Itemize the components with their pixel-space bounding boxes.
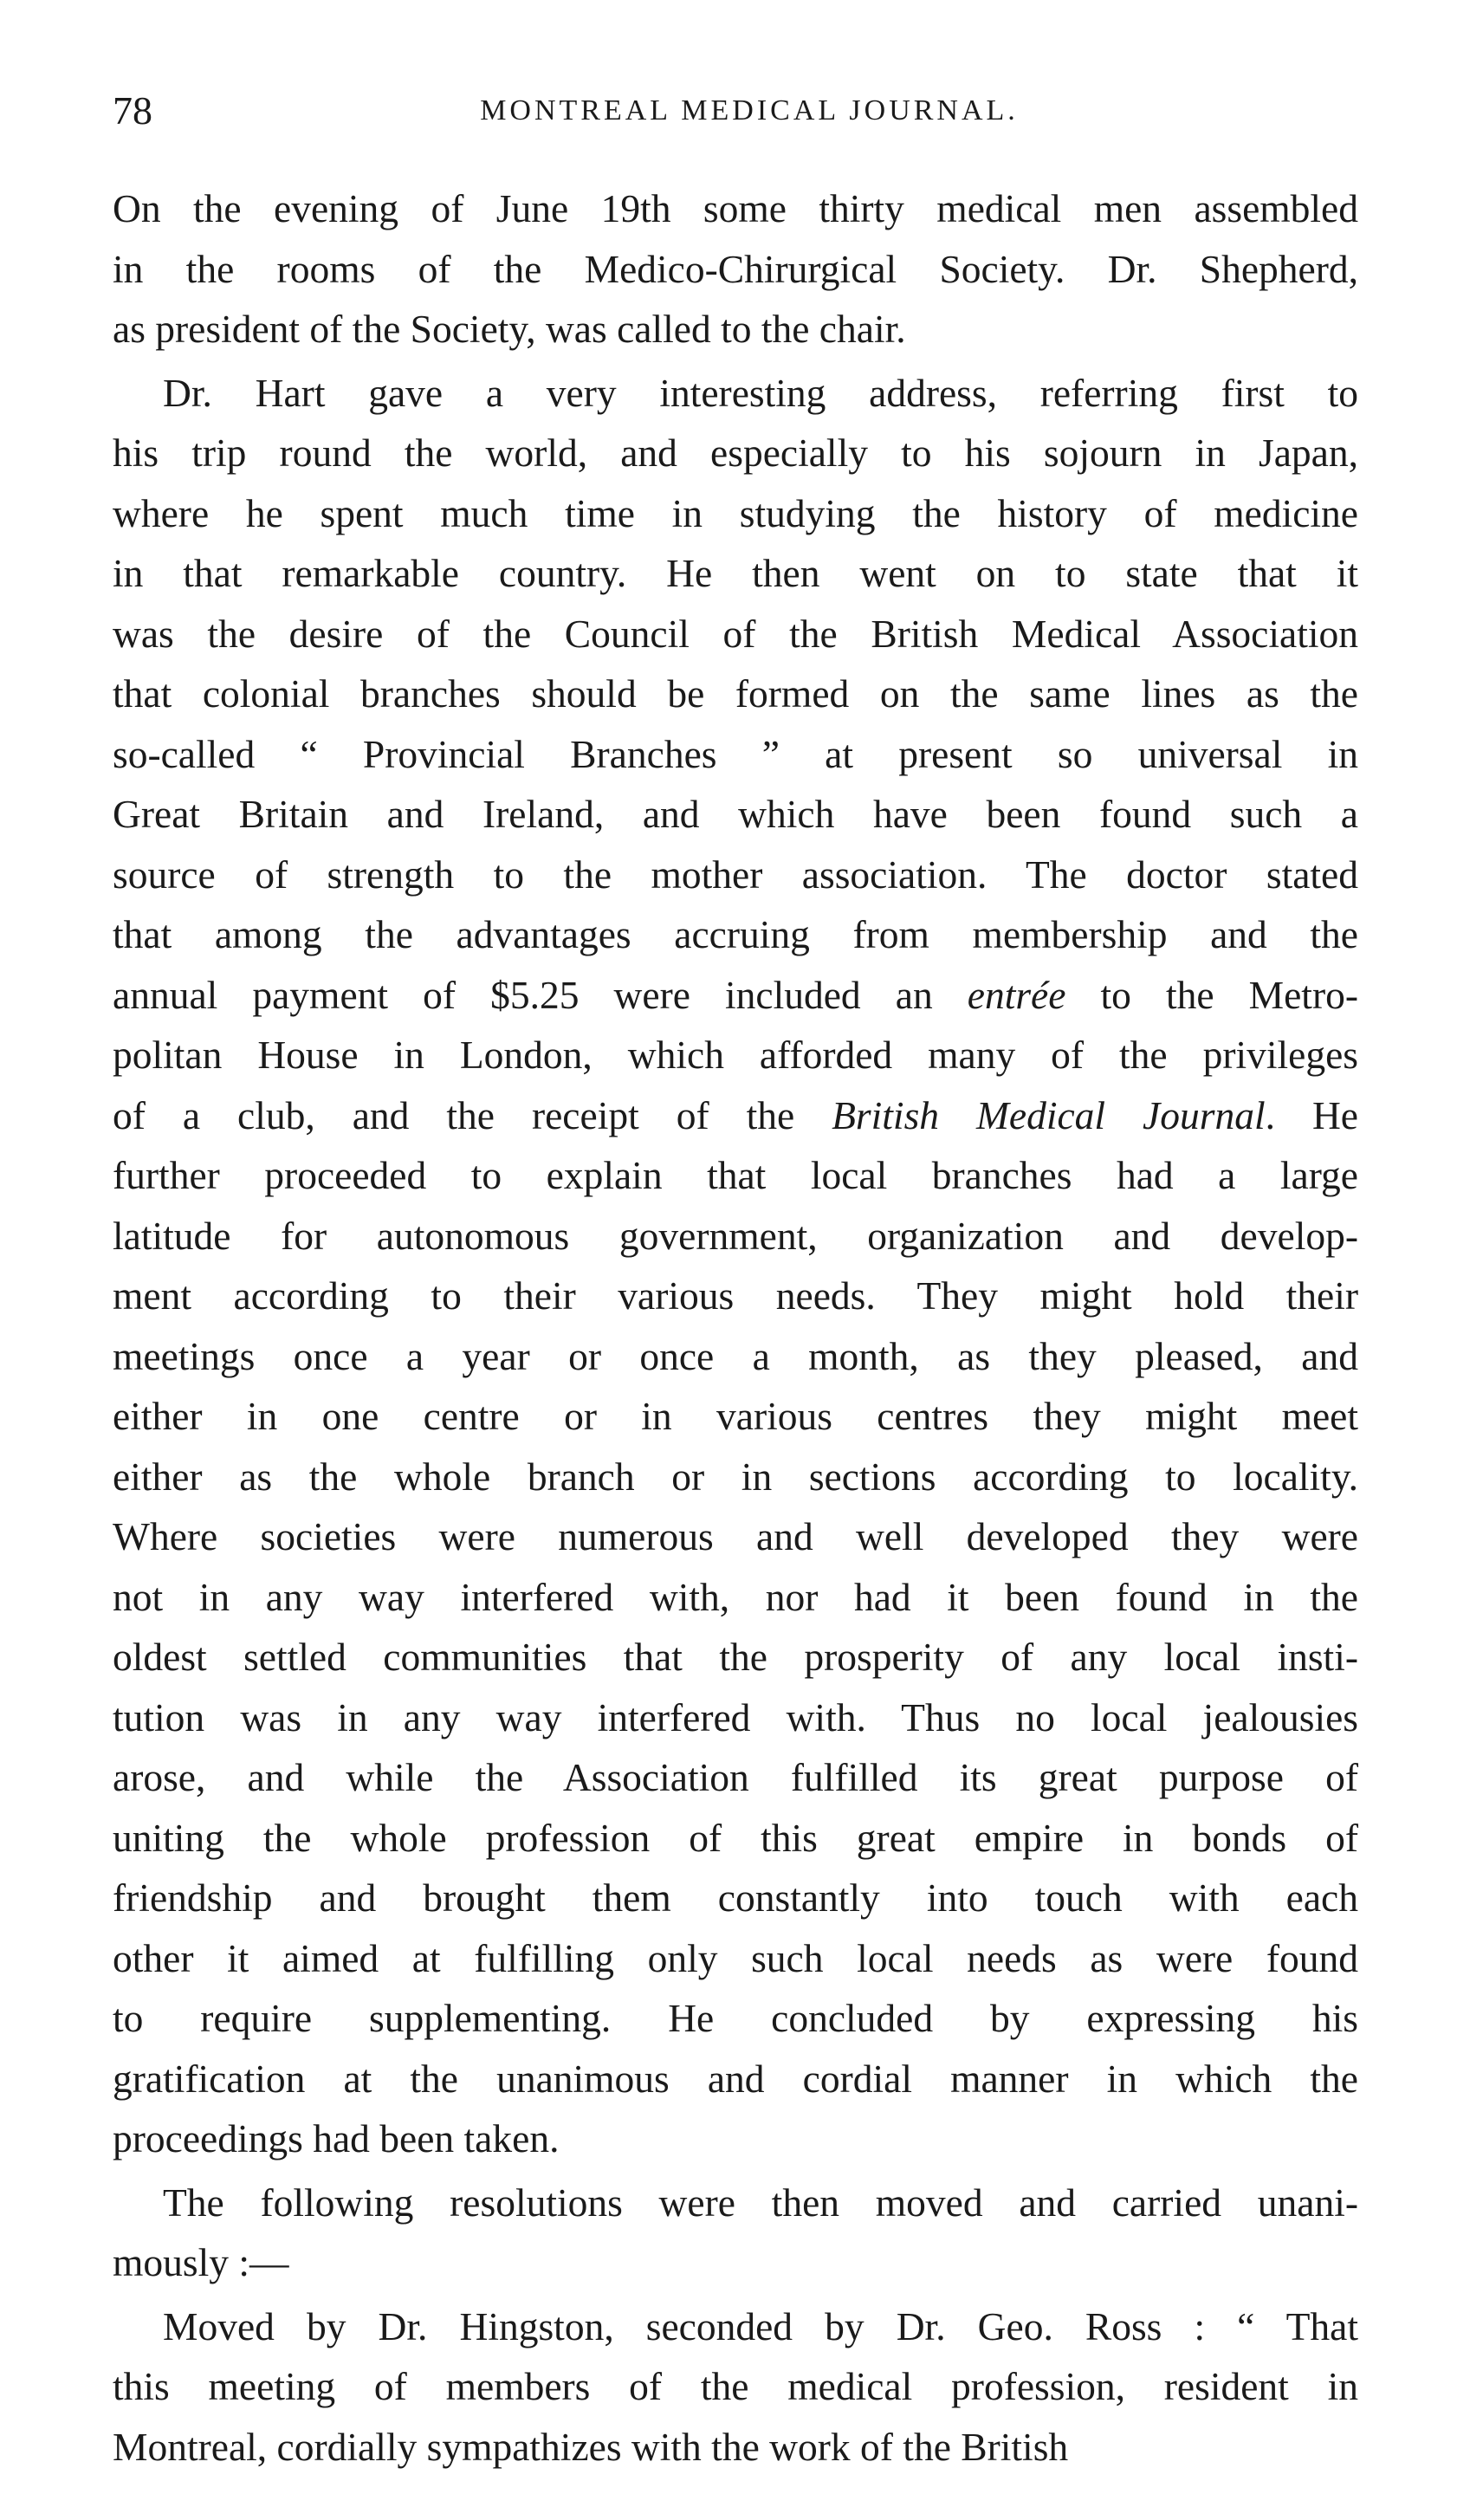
paragraph [113,363,1358,2169]
text-line: this meeting of members of the medical profession, resident in [113,2364,1358,2408]
text-line: of a club, and the receipt of the British Medical Journal. He [113,1092,1358,1137]
text-line: oldest settled communities that the prosperity of any local insti- [113,1635,1358,1679]
text-line: where he spent much time in studying the history of medicine [113,490,1358,535]
paragraph [113,178,1358,360]
text-line: meetings once a year or once a month, as they pleased, and [113,1333,1358,1378]
text-line: so-called “ Provincial Branches ” at present so universal in [113,731,1358,776]
text-line: The following resolutions were then moved and carried unani- [163,2180,1358,2225]
text-line: On the evening of June 19th some thirty medical men assembled [113,186,1358,230]
paragraph [113,2173,1358,2293]
text-line: gratification at the unanimous and cordial manner in which the [113,2056,1358,2101]
text-line: in that remarkable country. He then went on to state that it [113,551,1358,595]
text-line: Moved by Dr. Hingston, seconded by Dr. Geo. Ross : “ That [163,2303,1358,2348]
text-line: not in any way interfered with, nor had it been found in the [113,1574,1358,1619]
text-line: annual payment of $5.25 were included an entrée to the Metro- [113,972,1358,1017]
text-line: that colonial branches should be formed on the same lines as the [113,671,1358,716]
text-line: his trip round the world, and especially to his sojourn in Japan, [113,431,1358,475]
text-line: Great Britain and Ireland, and which have been found such a [113,792,1358,836]
text-line: Where societies were numerous and well developed they were [113,1514,1358,1558]
running-head [113,85,1360,137]
journal-title: MONTREAL MEDICAL JOURNAL. [480,94,1019,126]
text-line: to require supplementing. He concluded by expressing his [113,1996,1358,2040]
text-line: either as the whole branch or in sections according to locality. [113,1454,1358,1499]
text-line: that among the advantages accruing from membership and the [113,912,1358,956]
text-line: mously :— [113,2240,289,2284]
text-line: ment according to their various needs. They might hold their [113,1273,1358,1318]
text-line: latitude for autonomous government, organization and develop- [113,1213,1358,1258]
article-body [113,178,1358,2477]
text-line: as president of the Society, was called to the chair. [113,307,906,351]
text-line: politan House in London, which afforded many of the privileges [113,1033,1358,1077]
text-line: further proceeded to explain that local branches had a large [113,1153,1358,1197]
text-line: proceedings had been taken. [113,2116,560,2160]
page-number: 78 [113,88,152,133]
text-line: in the rooms of the Medico-Chirurgical Society. Dr. Shepherd, [113,246,1358,291]
text-line: other it aimed at fulfilling only such local needs as were found [113,1935,1358,1980]
text-line: Dr. Hart gave a very interesting address, referring first to [163,370,1358,415]
text-line: arose, and while the Association fulfilled its great purpose of [113,1755,1358,1799]
text-line: source of strength to the mother association. The doctor stated [113,852,1358,897]
text-line: was the desire of the Council of the British Medical Association [113,611,1358,656]
text-line: either in one centre or in various centres they might meet [113,1394,1358,1438]
text-line: Montreal, cordially sympathizes with the work of the British [113,2424,1069,2469]
text-line: uniting the whole profession of this great empire in bonds of [113,1815,1358,1860]
text-line: friendship and brought them constantly into touch with each [113,1875,1358,1920]
text-line: tution was in any way interfered with. Thus no local jealousies [113,1694,1358,1739]
paragraph [113,2297,1358,2478]
